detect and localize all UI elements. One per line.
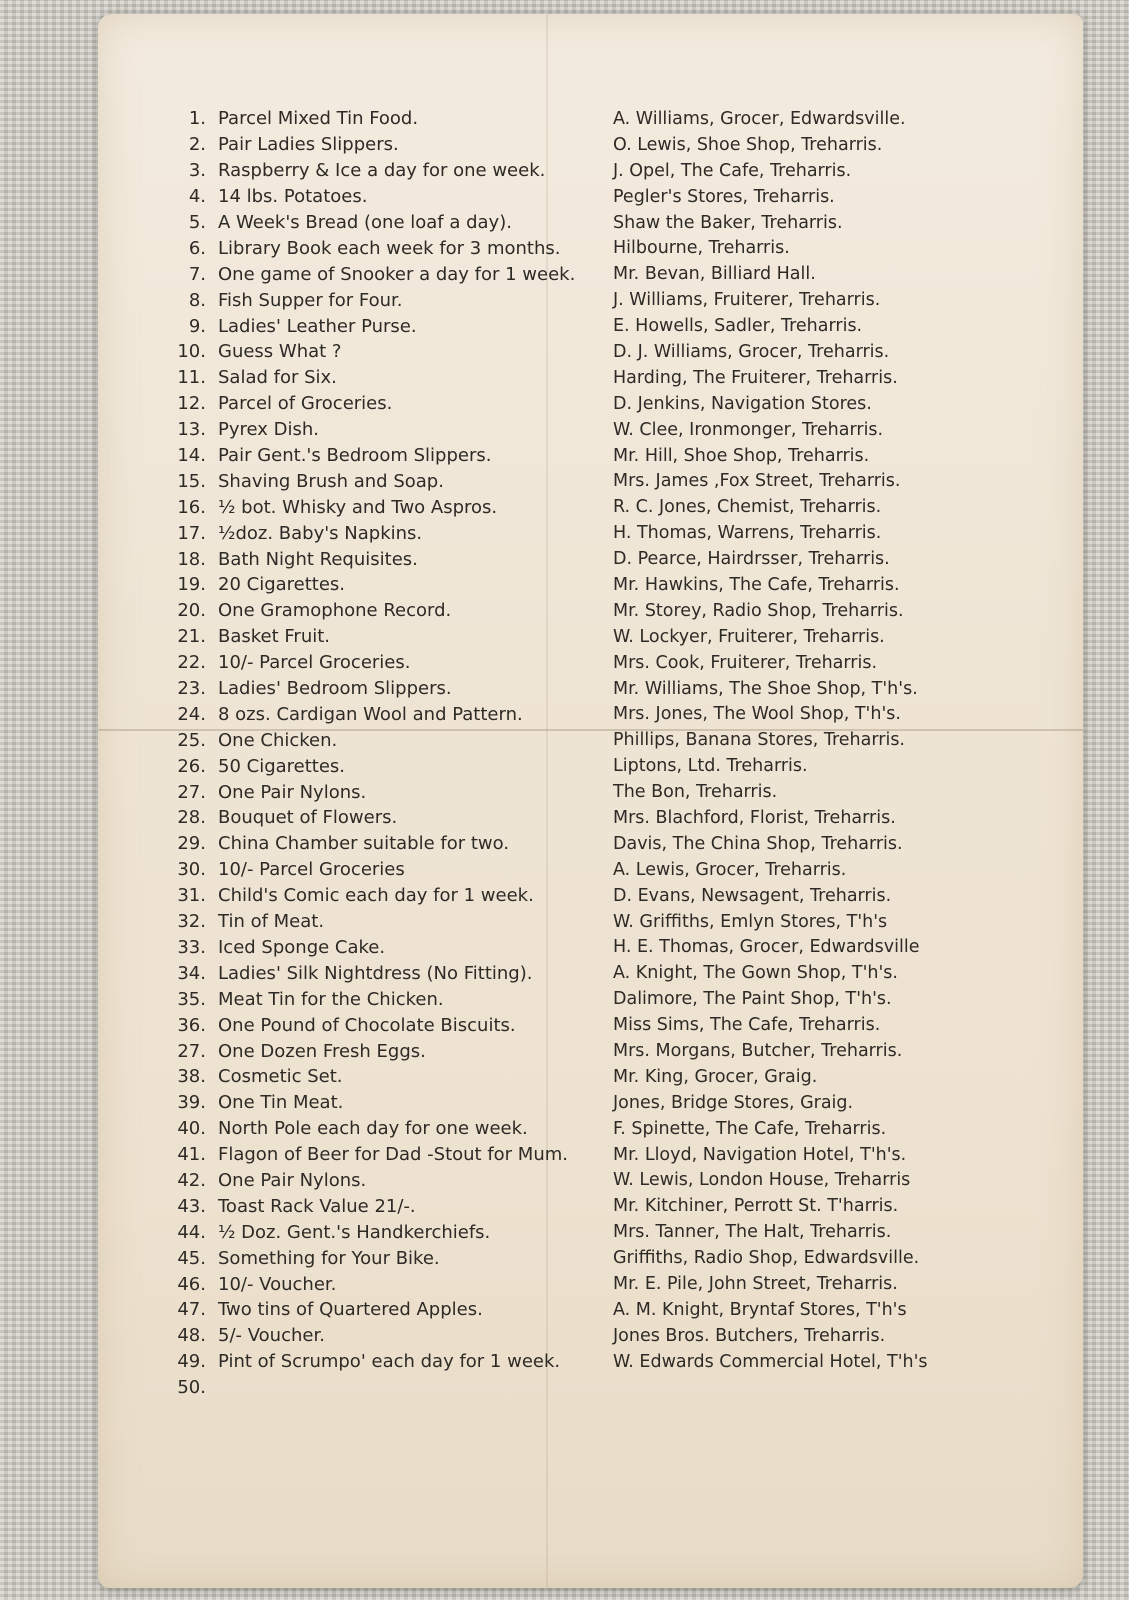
prize-row bbox=[173, 909, 1053, 935]
prize-list bbox=[173, 106, 1053, 1401]
prize-number: 44. bbox=[177, 1221, 206, 1243]
prize-donor: A. Lewis, Grocer, Treharris. bbox=[613, 859, 847, 880]
prize-row bbox=[173, 494, 1053, 520]
prize-donor: A. Williams, Grocer, Edwardsville. bbox=[613, 108, 906, 129]
prize-row bbox=[173, 158, 1053, 184]
prize-donor: Mr. Williams, The Shoe Shop, T'h's. bbox=[613, 678, 918, 699]
prize-donor: Mr. Storey, Radio Shop, Treharris. bbox=[613, 600, 904, 621]
prize-row bbox=[173, 235, 1053, 261]
prize-donor: W. Lewis, London House, Treharris bbox=[613, 1170, 911, 1191]
prize-item: North Pole each day for one week. bbox=[218, 1118, 528, 1140]
prize-item: Tin of Meat. bbox=[218, 911, 325, 933]
prize-donor: Mr. Hill, Shoe Shop, Treharris. bbox=[613, 445, 870, 466]
prize-list-sheet bbox=[98, 14, 1083, 1588]
prize-donor: J. Opel, The Cafe, Treharris. bbox=[613, 160, 852, 181]
prize-row bbox=[173, 960, 1053, 986]
prize-item: ½doz. Baby's Napkins. bbox=[218, 522, 423, 544]
prize-item: 10/- Parcel Groceries. bbox=[218, 652, 411, 674]
prize-donor: J. Williams, Fruiterer, Treharris. bbox=[613, 290, 881, 311]
prize-donor: Mrs. Tanner, The Halt, Treharris. bbox=[613, 1222, 892, 1243]
prize-item: 8 ozs. Cardigan Wool and Pattern. bbox=[218, 703, 523, 725]
prize-number: 10. bbox=[177, 341, 206, 363]
prize-number: 13. bbox=[177, 419, 206, 441]
prize-item: Flagon of Beer for Dad -Stout for Mum. bbox=[218, 1144, 568, 1166]
prize-row bbox=[173, 883, 1053, 909]
prize-item: One Pair Nylons. bbox=[218, 781, 367, 803]
prize-row bbox=[173, 1271, 1053, 1297]
prize-row bbox=[173, 779, 1053, 805]
prize-donor: Mrs. Blachford, Florist, Treharris. bbox=[613, 807, 896, 828]
prize-donor: O. Lewis, Shoe Shop, Treharris. bbox=[613, 134, 883, 155]
prize-row bbox=[173, 805, 1053, 831]
prize-row bbox=[173, 106, 1053, 132]
prize-number: 20. bbox=[177, 600, 206, 622]
prize-row bbox=[173, 313, 1053, 339]
prize-donor: H. Thomas, Warrens, Treharris. bbox=[613, 523, 882, 544]
prize-donor: Mr. Bevan, Billiard Hall. bbox=[613, 264, 816, 285]
prize-number: 40. bbox=[177, 1118, 206, 1140]
prize-row bbox=[173, 701, 1053, 727]
prize-number: 34. bbox=[177, 962, 206, 984]
prize-row bbox=[173, 650, 1053, 676]
prize-item: Pair Gent.'s Bedroom Slippers. bbox=[218, 445, 492, 467]
prize-item: 5/- Voucher. bbox=[218, 1325, 325, 1347]
prize-item: Raspberry & Ice a day for one week. bbox=[218, 160, 546, 182]
prize-item: 10/- Parcel Groceries bbox=[218, 859, 405, 881]
prize-item: Basket Fruit. bbox=[218, 626, 331, 648]
prize-row bbox=[173, 727, 1053, 753]
prize-number: 22. bbox=[177, 652, 206, 674]
prize-item: Something for Your Bike. bbox=[218, 1247, 440, 1269]
prize-item: Salad for Six. bbox=[218, 367, 337, 389]
prize-item: Fish Supper for Four. bbox=[218, 289, 403, 311]
prize-item: Guess What ? bbox=[218, 341, 342, 363]
prize-item: China Chamber suitable for two. bbox=[218, 833, 510, 855]
prize-row bbox=[173, 443, 1053, 469]
prize-row bbox=[173, 1375, 1053, 1401]
prize-row bbox=[173, 132, 1053, 158]
prize-number: 42. bbox=[177, 1169, 206, 1191]
prize-number: 3. bbox=[188, 160, 206, 182]
prize-row bbox=[173, 1349, 1053, 1375]
prize-number: 30. bbox=[177, 859, 206, 881]
prize-donor: D. Jenkins, Navigation Stores. bbox=[613, 393, 872, 414]
prize-donor: W. Lockyer, Fruiterer, Treharris. bbox=[613, 626, 885, 647]
prize-number: 23. bbox=[177, 678, 206, 700]
prize-row bbox=[173, 1193, 1053, 1219]
prize-number: 12. bbox=[177, 393, 206, 415]
prize-item: Parcel Mixed Tin Food. bbox=[218, 108, 419, 130]
prize-row bbox=[173, 365, 1053, 391]
prize-row bbox=[173, 598, 1053, 624]
prize-item: Ladies' Silk Nightdress (No Fitting). bbox=[218, 962, 533, 984]
prize-row bbox=[173, 572, 1053, 598]
prize-item: A Week's Bread (one loaf a day). bbox=[218, 212, 512, 233]
prize-item: Toast Rack Value 21/-. bbox=[218, 1195, 416, 1217]
prize-item: Parcel of Groceries. bbox=[218, 393, 393, 415]
prize-donor: R. C. Jones, Chemist, Treharris. bbox=[613, 497, 882, 518]
prize-number: 31. bbox=[177, 885, 206, 907]
prize-row bbox=[173, 1297, 1053, 1323]
prize-row bbox=[173, 417, 1053, 443]
prize-donor: Davis, The China Shop, Treharris. bbox=[613, 833, 903, 854]
prize-number: 39. bbox=[177, 1092, 206, 1114]
prize-number: 6. bbox=[188, 237, 206, 259]
prize-item: Bouquet of Flowers. bbox=[218, 807, 398, 829]
prize-row bbox=[173, 986, 1053, 1012]
prize-number: 32. bbox=[177, 911, 206, 933]
prize-donor: D. J. Williams, Grocer, Treharris. bbox=[613, 341, 890, 362]
prize-item: Meat Tin for the Chicken. bbox=[218, 988, 444, 1010]
prize-row bbox=[173, 184, 1053, 210]
prize-row bbox=[173, 1090, 1053, 1116]
prize-donor: Dalimore, The Paint Shop, T'h's. bbox=[613, 989, 892, 1010]
prize-donor: Mr. Lloyd, Navigation Hotel, T'h's. bbox=[613, 1144, 907, 1165]
prize-row bbox=[173, 468, 1053, 494]
prize-item: One Chicken. bbox=[218, 729, 338, 751]
prize-row bbox=[173, 1038, 1053, 1064]
prize-item: One Gramophone Record. bbox=[218, 600, 452, 622]
prize-donor: A. M. Knight, Bryntaf Stores, T'h's bbox=[613, 1299, 907, 1320]
prize-donor: Mr. Kitchiner, Perrott St. T'harris. bbox=[613, 1196, 899, 1217]
prize-number: 33. bbox=[177, 936, 206, 958]
prize-donor: Pegler's Stores, Treharris. bbox=[613, 186, 835, 207]
prize-number: 15. bbox=[177, 470, 206, 492]
prize-number: 43. bbox=[177, 1195, 206, 1217]
prize-number: 16. bbox=[177, 496, 206, 518]
prize-item: Two tins of Quartered Apples. bbox=[218, 1299, 483, 1321]
prize-donor: E. Howells, Sadler, Treharris. bbox=[613, 316, 863, 337]
prize-item: One Pound of Chocolate Biscuits. bbox=[218, 1014, 516, 1036]
prize-donor: Hilbourne, Treharris. bbox=[613, 238, 790, 259]
prize-row bbox=[173, 935, 1053, 961]
prize-donor: Harding, The Fruiterer, Treharris. bbox=[613, 367, 898, 388]
prize-donor: Mr. Hawkins, The Cafe, Treharris. bbox=[613, 574, 900, 595]
prize-donor: Miss Sims, The Cafe, Treharris. bbox=[613, 1015, 881, 1036]
prize-donor: F. Spinette, The Cafe, Treharris. bbox=[613, 1118, 887, 1139]
prize-donor: H. E. Thomas, Grocer, Edwardsville bbox=[613, 937, 920, 958]
prize-number: 26. bbox=[177, 755, 206, 777]
prize-number: 38. bbox=[177, 1066, 206, 1088]
prize-row bbox=[173, 1245, 1053, 1271]
prize-row bbox=[173, 287, 1053, 313]
prize-row bbox=[173, 676, 1053, 702]
prize-number: 14. bbox=[177, 445, 206, 467]
prize-number: 49. bbox=[177, 1351, 206, 1373]
prize-donor: Mr. King, Grocer, Graig. bbox=[613, 1066, 818, 1087]
prize-donor: W. Griffiths, Emlyn Stores, T'h's bbox=[613, 911, 888, 932]
prize-number: 45. bbox=[177, 1247, 206, 1269]
prize-item: Child's Comic each day for 1 week. bbox=[218, 885, 534, 907]
prize-donor: Griffiths, Radio Shop, Edwardsville. bbox=[613, 1248, 920, 1269]
prize-donor: Liptons, Ltd. Treharris. bbox=[613, 756, 808, 777]
prize-row bbox=[173, 261, 1053, 287]
prize-donor: Phillips, Banana Stores, Treharris. bbox=[613, 730, 905, 751]
prize-number: 2. bbox=[188, 134, 206, 156]
prize-item: One Tin Meat. bbox=[218, 1092, 344, 1114]
prize-row bbox=[173, 520, 1053, 546]
prize-number: 46. bbox=[177, 1273, 206, 1295]
prize-number: 19. bbox=[177, 574, 206, 596]
prize-donor: Mrs. Cook, Fruiterer, Treharris. bbox=[613, 652, 878, 673]
prize-number: 35. bbox=[177, 988, 206, 1010]
prize-row bbox=[173, 1219, 1053, 1245]
prize-item: Ladies' Leather Purse. bbox=[218, 315, 417, 337]
prize-item: 14 lbs. Potatoes. bbox=[218, 186, 368, 208]
prize-row bbox=[173, 1323, 1053, 1349]
prize-number: 47. bbox=[177, 1299, 206, 1321]
prize-number: 9. bbox=[188, 315, 206, 337]
prize-number: 29. bbox=[177, 833, 206, 855]
prize-donor: D. Pearce, Hairdrsser, Treharris. bbox=[613, 549, 890, 570]
prize-number: 17. bbox=[177, 522, 206, 544]
prize-row bbox=[173, 1064, 1053, 1090]
prize-number: 41. bbox=[177, 1144, 206, 1166]
prize-row bbox=[173, 624, 1053, 650]
prize-item: Library Book each week for 3 months. bbox=[218, 237, 561, 259]
prize-item: Pair Ladies Slippers. bbox=[218, 134, 399, 156]
prize-number: 48. bbox=[177, 1325, 206, 1347]
prize-row bbox=[173, 753, 1053, 779]
prize-donor: A. Knight, The Gown Shop, T'h's. bbox=[613, 963, 898, 984]
prize-row bbox=[173, 831, 1053, 857]
prize-row bbox=[173, 391, 1053, 417]
prize-number: 21. bbox=[177, 626, 206, 648]
prize-row bbox=[173, 1168, 1053, 1194]
prize-number: 36. bbox=[177, 1014, 206, 1036]
prize-number: 24. bbox=[177, 703, 206, 725]
prize-donor: Mrs. Morgans, Butcher, Treharris. bbox=[613, 1041, 903, 1061]
prize-item: 20 Cigarettes. bbox=[218, 574, 346, 596]
prize-number: 5. bbox=[188, 212, 206, 233]
prize-number: 4. bbox=[188, 186, 206, 208]
prize-row bbox=[173, 339, 1053, 365]
prize-donor: Mrs. Jones, The Wool Shop, T'h's. bbox=[613, 704, 901, 725]
prize-item: ½ bot. Whisky and Two Aspros. bbox=[218, 496, 498, 518]
prize-donor: Jones Bros. Butchers, Treharris. bbox=[613, 1325, 886, 1346]
prize-row bbox=[173, 546, 1053, 572]
prize-item: One Dozen Fresh Eggs. bbox=[218, 1040, 426, 1062]
prize-donor: The Bon, Treharris. bbox=[613, 782, 778, 803]
prize-item: One Pair Nylons. bbox=[218, 1169, 367, 1191]
prize-item: Iced Sponge Cake. bbox=[218, 936, 386, 958]
prize-row bbox=[173, 1116, 1053, 1142]
prize-item: Bath Night Requisites. bbox=[218, 548, 418, 570]
prize-item: Pint of Scrumpo' each day for 1 week. bbox=[218, 1351, 561, 1373]
prize-row bbox=[173, 857, 1053, 883]
prize-donor: W. Edwards Commercial Hotel, T'h's bbox=[613, 1351, 928, 1372]
prize-donor: Mrs. James ,Fox Street, Treharris. bbox=[613, 471, 901, 492]
prize-row bbox=[173, 1142, 1053, 1168]
prize-number: 27. bbox=[177, 1040, 206, 1062]
prize-item: Shaving Brush and Soap. bbox=[218, 470, 444, 492]
prize-number: 8. bbox=[188, 289, 206, 311]
prize-row bbox=[173, 210, 1053, 236]
prize-item: Cosmetic Set. bbox=[218, 1066, 343, 1088]
prize-number: 1. bbox=[188, 108, 206, 130]
prize-number: 7. bbox=[188, 263, 206, 285]
prize-number: 11. bbox=[177, 367, 206, 389]
prize-number: 28. bbox=[177, 807, 206, 829]
prize-item: One game of Snooker a day for 1 week. bbox=[218, 263, 576, 285]
prize-number: 18. bbox=[177, 548, 206, 570]
prize-item: Ladies' Bedroom Slippers. bbox=[218, 678, 452, 700]
prize-donor: D. Evans, Newsagent, Treharris. bbox=[613, 885, 892, 906]
prize-number: 50. bbox=[177, 1377, 206, 1399]
prize-number: 27. bbox=[177, 781, 206, 803]
prize-item: ½ Doz. Gent.'s Handkerchiefs. bbox=[218, 1221, 491, 1243]
prize-row bbox=[173, 1012, 1053, 1038]
prize-donor: Jones, Bridge Stores, Graig. bbox=[613, 1092, 854, 1113]
prize-item: Pyrex Dish. bbox=[218, 419, 320, 441]
prize-donor: Shaw the Baker, Treharris. bbox=[613, 212, 843, 233]
prize-donor: W. Clee, Ironmonger, Treharris. bbox=[613, 419, 884, 440]
prize-item: 50 Cigarettes. bbox=[218, 755, 346, 777]
prize-item: 10/- Voucher. bbox=[218, 1273, 337, 1295]
prize-number: 25. bbox=[177, 729, 206, 751]
prize-donor: Mr. E. Pile, John Street, Treharris. bbox=[613, 1274, 898, 1295]
